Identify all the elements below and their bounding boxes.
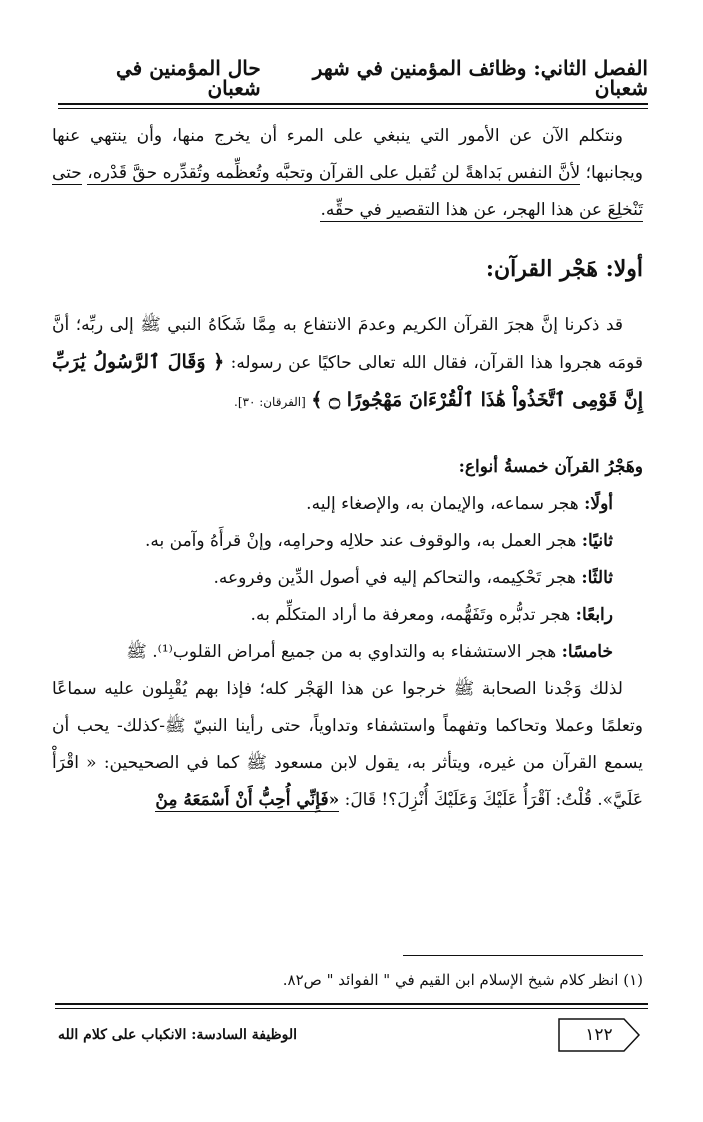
closing-line-4: « اقْرَأْ عَلَيَّ». قُلْتُ: آقْرَأُ عَلَيْكَ وَعَلَيْكَ أُنْزِلَ؟! قَالَ: [52, 753, 643, 810]
quran-paragraph [52, 307, 643, 421]
header-rule [58, 103, 648, 105]
spacer [52, 421, 643, 435]
intro-line-2: ويجانبها؛ [580, 163, 643, 183]
intro-underlined-1: لأنَّ النفس بَداهةً لن تُقبل على القرآن وتحبَّه وتُعظِّمه وتُقدِّره حقَّ قَدْره، [87, 163, 581, 183]
chapter-title: الفصل الثاني: وظائف المؤمنين في شهر شعبان [312, 56, 648, 100]
section-heading: أولا: هَجْر القرآن: [485, 256, 643, 282]
list-item [52, 486, 643, 523]
closing-line-1: لذلك وَجْدنا الصحابة ﷺ خرجوا عن هذا الهَجْر كله؛ فإذا بهم يُقْبِلون عليه [104, 679, 623, 699]
types-intro: وهَجْرُ القرآن خمسةُ أنواع: [458, 457, 643, 477]
section-title: حال المؤمنين في شعبان [116, 56, 261, 100]
closing-paragraph [52, 671, 643, 819]
list-item [52, 560, 643, 597]
quran-line-1: قد ذكرنا إنَّ هجرَ القرآن الكريم وعدمَ الانتفاع به مِمَّا شَكَاهُ النبي ﷺ إلى ربِّه؛ [75, 315, 624, 335]
list-item [52, 523, 643, 560]
list-item-text: هجر تدبُّره وتَفَهُّمه، ومعرفة ما أراد المتكلِّم به. [250, 605, 576, 625]
page-number [558, 1018, 640, 1052]
list-item-text: هجر العمل به، والوقوف عند حلالِه وحرامِه، وإنْ قرأَهُ وآمن به. [144, 531, 582, 551]
footnote: (١) انظر كلام شيخ الإسلام ابن القيم في " الفوائد " ص٨٢. [282, 971, 643, 989]
intro-underlined-2: حتى تَنْخلِعَ عن هذا الهجر، عن هذا التقصير في حقِّه. [52, 163, 643, 220]
page-number-value: ١٢٢ [585, 1025, 613, 1045]
footer-rule [55, 1003, 648, 1005]
list-item-label: رابعًا: [575, 605, 613, 625]
footer-rule-thin [55, 1008, 648, 1009]
page-body [52, 118, 643, 819]
list-item-label: ثانيًا: [581, 531, 613, 551]
ayah-part-1: ﴿ وَقَالَ ٱلرَّسُولُ يَٰرَبِّ [52, 351, 225, 373]
ayah-part-2: إِنَّ قَوْمِى ٱتَّخَذُواْ هَٰذَا ٱلْقُرْءَانَ مَهْجُورًا ۝ ﴾ [311, 389, 643, 411]
list-item-text: هجر تَحْكِيمه، والتحاكم إليه في أصول الدِّين وفروعه. [213, 568, 582, 588]
footnote-rule [403, 955, 643, 956]
list-item [52, 597, 643, 634]
list-item-text: هجر سماعه، والإيمان به، والإصغاء إليه. [306, 494, 585, 514]
list-item [52, 634, 643, 671]
header-rule-thin [58, 108, 648, 109]
closing-line-3: يحب أن يسمع القرآن من غيره، ويتأثر به، يقول لابن مسعود ﷺ كما في الصحيحين: [52, 716, 643, 773]
footer-book-section: الوظيفة السادسة: الانكباب على كلام الله [58, 1027, 298, 1043]
intro-paragraph [52, 118, 643, 229]
closing-underlined: «فَإِنِّي أُحِبُّ أَنْ أَسْمَعَهُ مِنْ [155, 790, 340, 810]
list-item-text: هجر الاستشفاء به والتداوي به من جميع أمراض القلوب⁽¹⁾. ﷺ [126, 642, 562, 662]
quran-line-2: أنَّ قومَه هجروا هذا القرآن، فقال الله تعالى حاكيًا عن رسوله: [52, 315, 644, 373]
closing-line-2: سماعًا وتعلمًا وعملا وتحاكما وتفهماً واستشفاء وتداوياً، حتى رأينا النبيّ ﷺ-كذلك- [52, 679, 644, 736]
list-item-label: خامسًا: [561, 642, 613, 662]
list-item-label: أولًا: [584, 494, 613, 514]
ayah-reference: [الفرقان: ٣٠]. [234, 395, 306, 409]
running-header [60, 58, 648, 98]
intro-line-1: ونتكلم الآن عن الأمور التي ينبغي على المرء أن يخرج منها، وأن ينتهي عنها [52, 126, 623, 146]
list-item-label: ثالثًا: [581, 568, 613, 588]
